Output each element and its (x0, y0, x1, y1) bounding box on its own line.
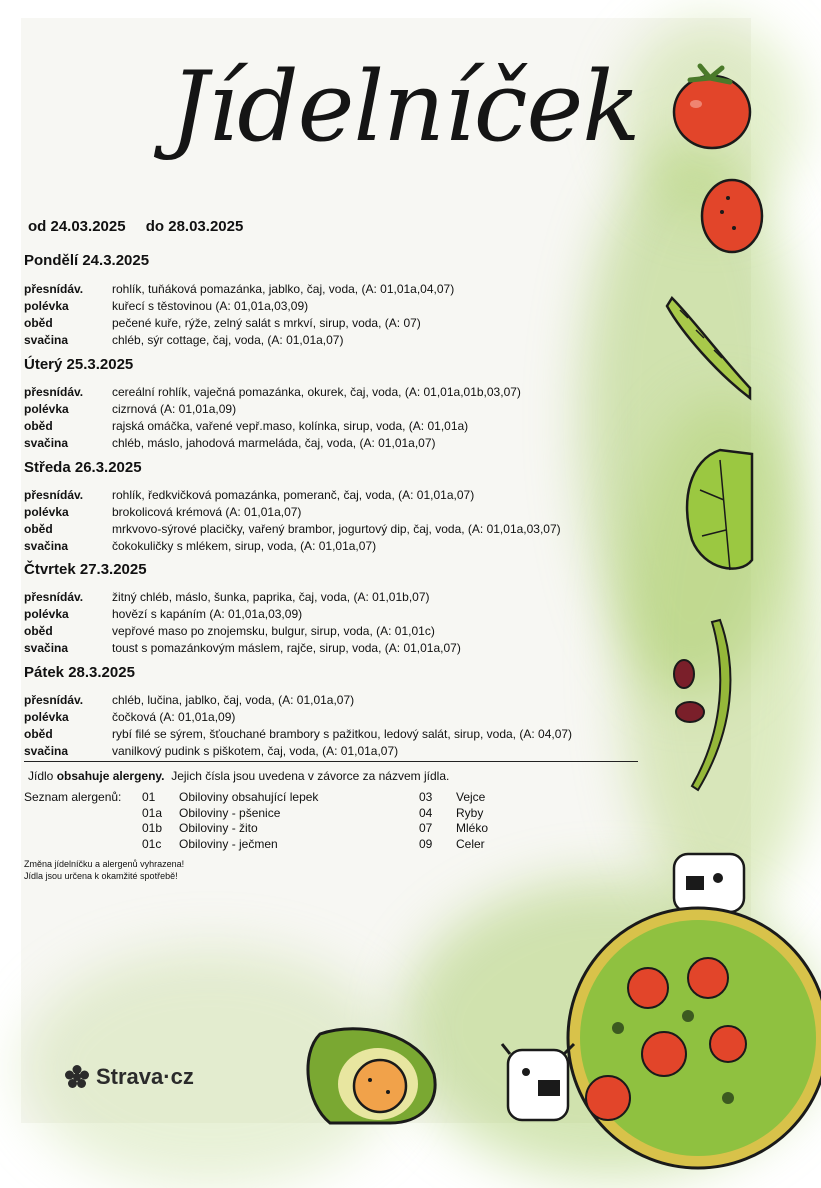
allergen-item (142, 790, 318, 806)
allergen-name: Obiloviny - ječmen (179, 836, 278, 851)
allergen-item (419, 790, 488, 806)
meal-row (24, 709, 235, 726)
meal-text: rohlík, tuňáková pomazánka, jablko, čaj, voda, (A: 01,01a,04,07) (112, 282, 455, 296)
allergen-code: 01c (142, 836, 162, 851)
flower-icon (64, 1064, 90, 1090)
meal-label: svačina (24, 436, 69, 450)
allergen-item (142, 837, 318, 853)
meal-label: svačina (24, 333, 69, 347)
allergen-list-left (142, 790, 318, 852)
meal-label: oběd (24, 522, 53, 536)
strava-logo[interactable] (64, 1064, 194, 1090)
allergen-code: 03 (419, 790, 433, 804)
meal-label: přesnídáv. (24, 385, 84, 399)
meal-row (24, 487, 474, 504)
lettuce-icon (680, 440, 752, 580)
meal-label: polévka (24, 299, 69, 313)
meal-row (24, 692, 354, 709)
allergen-notice (28, 769, 449, 783)
meal-row (24, 504, 301, 521)
allergen-item (142, 806, 318, 822)
allergen-name: Ryby (456, 805, 484, 820)
day-heading: Čtvrtek 27.3.2025 (24, 561, 147, 578)
allergen-item (419, 806, 488, 822)
salad-bowl-icon (578, 848, 751, 1123)
meal-label: oběd (24, 624, 53, 638)
meal-label: polévka (24, 607, 69, 621)
allergen-item (142, 821, 318, 837)
meal-text: rohlík, ředkvičková pomazánka, pomeranč, čaj, voda, (A: 01,01a,07) (112, 488, 475, 502)
allergen-code: 09 (419, 836, 433, 851)
allergen-list-label: Seznam alergenů: (24, 790, 122, 804)
meal-text: kuřecí s těstovinou (A: 01,01a,03,09) (112, 299, 309, 313)
meal-label: oběd (24, 316, 53, 330)
meal-label: přesnídáv. (24, 488, 84, 502)
logo-text: Strava·cz (96, 1064, 194, 1089)
allergen-item (419, 821, 488, 837)
allergen-name: Celer (456, 836, 485, 851)
meal-text: rajská omáčka, vařené vepř.maso, kolínka, sirup, voda, (A: 01,01a) (112, 419, 469, 433)
allergen-name: Mléko (456, 821, 489, 835)
meal-label: svačina (24, 641, 69, 655)
meal-row (24, 606, 302, 623)
divider (24, 761, 638, 762)
meal-row (24, 623, 435, 640)
tomato-icon (692, 172, 752, 262)
allergen-name: Obiloviny - pšenice (179, 805, 281, 820)
meal-text: chléb, sýr cottage, čaj, voda, (A: 01,01a,07) (112, 333, 344, 347)
meal-label: oběd (24, 727, 53, 741)
period-to: do 28.03.2025 (145, 218, 244, 235)
meal-text: čočková (A: 01,01a,09) (112, 710, 236, 724)
meal-label: přesnídáv. (24, 693, 84, 707)
menu-title (160, 30, 640, 170)
meal-row (24, 298, 308, 315)
meal-text: chléb, máslo, jahodová marmeláda, čaj, voda, (A: 01,01a,07) (112, 436, 436, 450)
meal-label: polévka (24, 710, 69, 724)
notice-bold: obsahuje alergeny. (56, 769, 165, 783)
meal-row (24, 315, 421, 332)
meal-row (24, 281, 454, 298)
menu-period (28, 218, 259, 235)
meal-row (24, 538, 376, 555)
day-heading: Úterý 25.3.2025 (24, 356, 134, 373)
notice-prefix: Jídlo (28, 769, 54, 783)
meal-label: přesnídáv. (24, 282, 84, 296)
cucumber-icon (662, 288, 752, 398)
meal-row (24, 384, 521, 401)
allergen-name: Obiloviny obsahující lepek (179, 790, 319, 804)
meal-row (24, 401, 236, 418)
meal-text: hovězí s kapáním (A: 01,01a,03,09) (112, 607, 303, 621)
meal-text: pečené kuře, rýže, zelný salát s mrkví, sirup, voda, (A: 07) (112, 316, 421, 330)
meal-text: rybí filé se sýrem, šťouchané brambory s pažitkou, ledový salát, sirup, voda, (A: 04,07) (112, 727, 573, 741)
day-heading: Pondělí 24.3.2025 (24, 252, 150, 269)
beans-icon (668, 610, 748, 800)
meal-text: čokokuličky s mlékem, sirup, voda, (A: 01,01a,07) (112, 539, 377, 553)
meal-row (24, 435, 436, 452)
meal-row (24, 743, 398, 760)
meal-row (24, 589, 430, 606)
allergen-code: 04 (419, 805, 433, 820)
meal-row (24, 726, 572, 743)
meal-text: vepřové maso po znojemsku, bulgur, sirup, voda, (A: 01,01c) (112, 624, 435, 638)
meal-row (24, 418, 468, 435)
avocado-icon (300, 1024, 440, 1123)
allergen-item (419, 837, 488, 853)
notice-rest: Jejich čísla jsou uvedena v závorce za názvem jídla. (171, 769, 450, 783)
allergen-code: 01 (142, 790, 156, 804)
cow-icon (498, 1040, 578, 1123)
day-heading: Středa 26.3.2025 (24, 459, 142, 476)
allergen-code: 01b (142, 821, 163, 835)
meal-text: toust s pomazánkovým máslem, rajče, sirup, voda, (A: 01,01a,07) (112, 641, 461, 655)
footnote (24, 858, 184, 882)
meal-text: cereální rohlík, vaječná pomazánka, okurek, čaj, voda, (A: 01,01a,01b,03,07) (112, 385, 521, 399)
meal-row (24, 521, 561, 538)
meal-label: svačina (24, 539, 69, 553)
meal-text: žitný chléb, máslo, šunka, paprika, čaj, voda, (A: 01,01b,07) (112, 590, 430, 604)
meal-label: polévka (24, 402, 69, 416)
meal-label: oběd (24, 419, 53, 433)
period-from: od 24.03.2025 (28, 218, 126, 235)
meal-label: svačina (24, 744, 69, 758)
day-heading: Pátek 28.3.2025 (24, 664, 135, 681)
meal-text: chléb, lučina, jablko, čaj, voda, (A: 01,01a,07) (112, 693, 355, 707)
menu-title-text: Jídelníček (170, 51, 640, 163)
meal-text: mrkvovo-sýrové placičky, vařený brambor, jogurtový dip, čaj, voda, (A: 01,01a,03,07) (112, 522, 561, 536)
tomato-icon (660, 60, 760, 170)
meal-text: vanilkový pudink s piškotem, čaj, voda, (A: 01,01a,07) (112, 744, 399, 758)
meal-row (24, 332, 343, 349)
allergen-name: Obiloviny - žito (179, 821, 258, 835)
meal-text: cizrnová (A: 01,01a,09) (112, 402, 237, 416)
meal-row (24, 640, 461, 657)
meal-label: přesnídáv. (24, 590, 84, 604)
allergen-name: Vejce (456, 790, 486, 804)
allergen-list-right (419, 790, 488, 852)
footnote-line: Jídla jsou určena k okamžité spotřebě! (24, 871, 178, 881)
footnote-line: Změna jídelníčku a alergenů vyhrazena! (24, 859, 185, 869)
meal-label: polévka (24, 505, 69, 519)
allergen-code: 07 (419, 821, 433, 835)
allergen-code: 01a (142, 805, 163, 820)
meal-text: brokolicová krémová (A: 01,01a,07) (112, 505, 302, 519)
